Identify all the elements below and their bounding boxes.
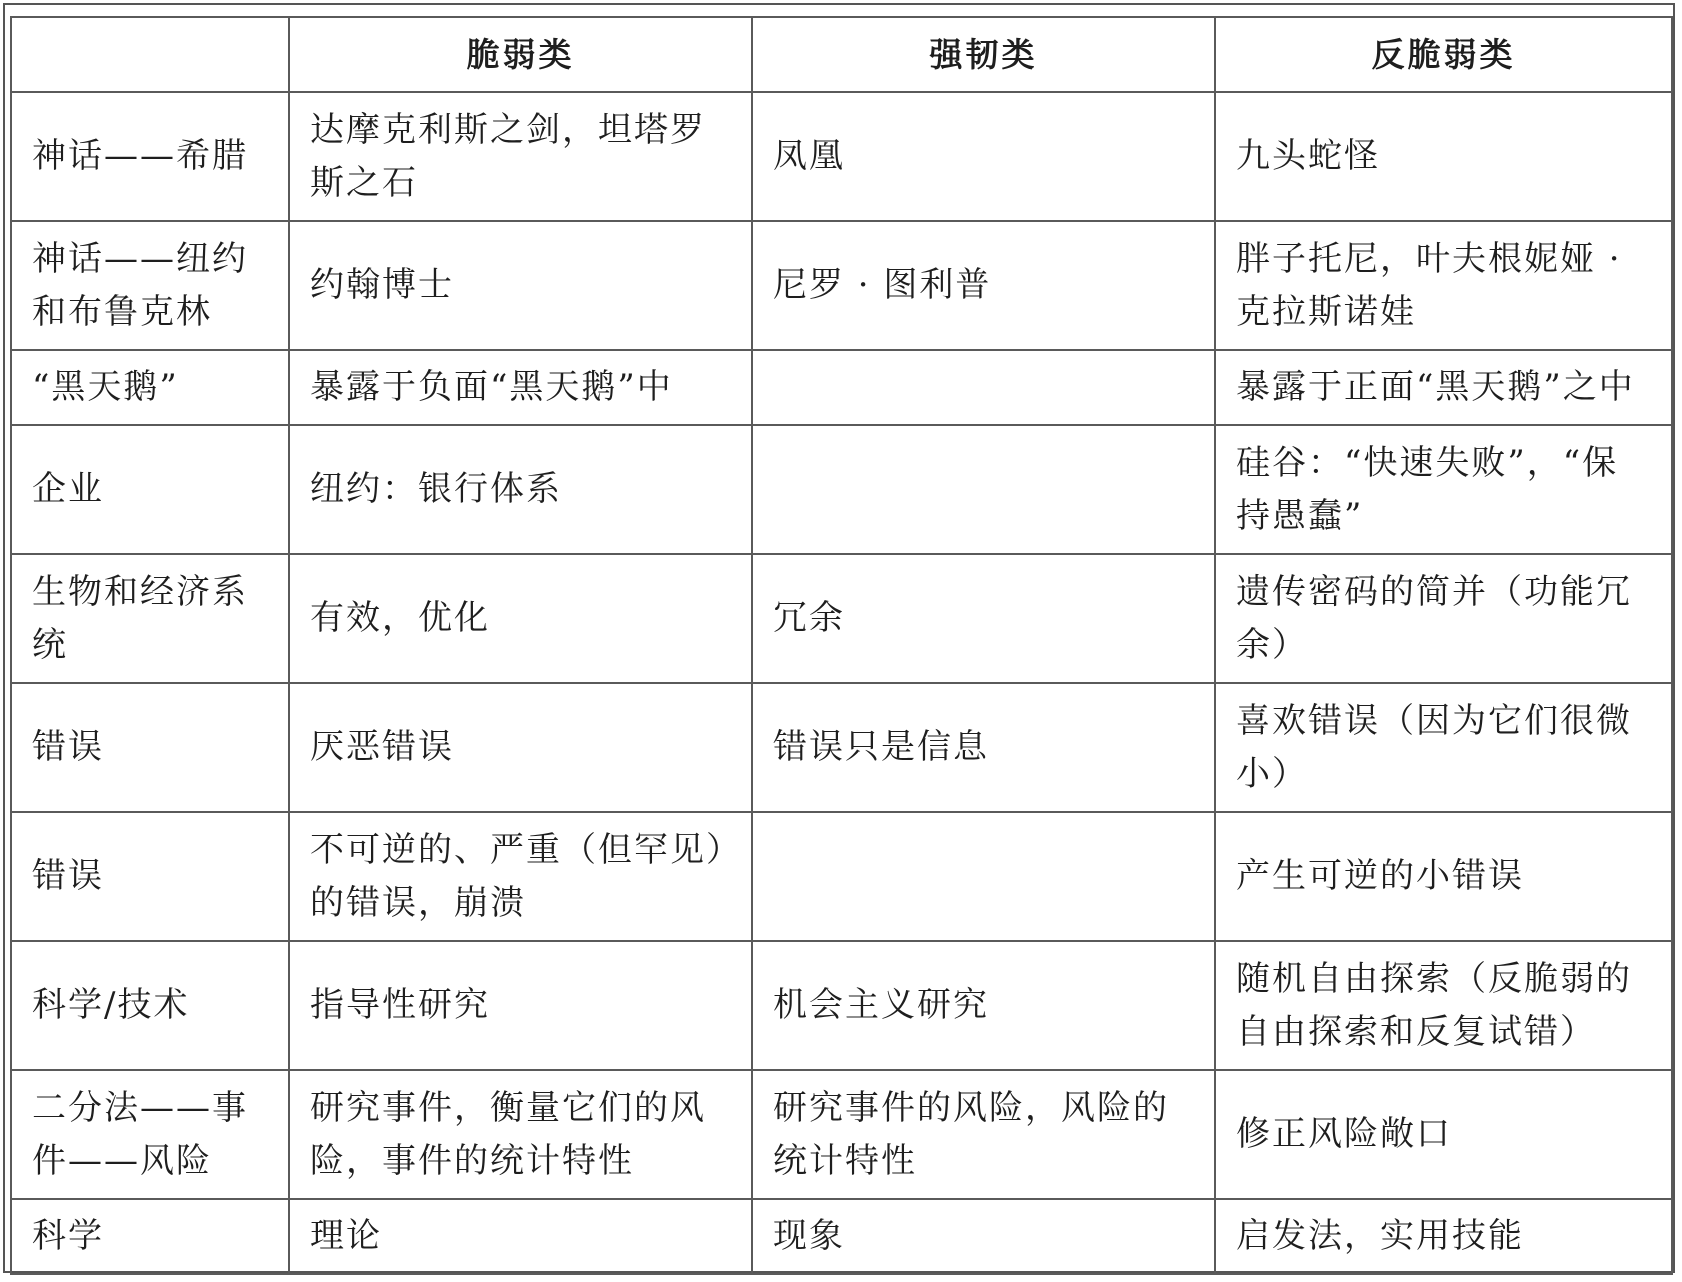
antifragile-cell: 暴露于正面“黑天鹅”之中 bbox=[1215, 350, 1672, 425]
antifragile-cell: 修正风险敞口 bbox=[1215, 1070, 1672, 1199]
robust-cell: 尼罗 · 图利普 bbox=[752, 221, 1215, 350]
antifragile-cell: 随机自由探索（反脆弱的自由探索和反复试错） bbox=[1215, 941, 1672, 1070]
header-cell-fragile: 脆弱类 bbox=[289, 17, 752, 92]
antifragile-cell: 产生可逆的小错误 bbox=[1215, 812, 1672, 941]
table-row bbox=[11, 941, 1672, 1070]
fragile-cell: 不可逆的、严重（但罕见）的错误，崩溃 bbox=[289, 812, 752, 941]
antifragile-cell: 遗传密码的简并（功能冗余） bbox=[1215, 554, 1672, 683]
robust-cell bbox=[752, 812, 1215, 941]
robust-cell bbox=[752, 350, 1215, 425]
table-row bbox=[11, 554, 1672, 683]
row-domain-cell: 二分法——事件——风险 bbox=[11, 1070, 289, 1199]
table-row bbox=[11, 812, 1672, 941]
antifragile-cell: 九头蛇怪 bbox=[1215, 92, 1672, 221]
robust-cell: 冗余 bbox=[752, 554, 1215, 683]
robust-cell: 机会主义研究 bbox=[752, 941, 1215, 1070]
antifragile-cell: 启发法，实用技能 bbox=[1215, 1199, 1672, 1274]
header-cell-domain bbox=[11, 17, 289, 92]
robust-cell bbox=[752, 425, 1215, 554]
antifragile-cell: 硅谷：“快速失败”，“保持愚蠢” bbox=[1215, 425, 1672, 554]
antifragile-cell: 喜欢错误（因为它们很微小） bbox=[1215, 683, 1672, 812]
table-row bbox=[11, 1070, 1672, 1199]
table-row bbox=[11, 425, 1672, 554]
table-row bbox=[11, 1199, 1672, 1274]
table-row bbox=[11, 350, 1672, 425]
row-domain-cell: 科学 bbox=[11, 1199, 289, 1274]
row-domain-cell: 错误 bbox=[11, 683, 289, 812]
header-cell-antifragile: 反脆弱类 bbox=[1215, 17, 1672, 92]
robust-cell: 现象 bbox=[752, 1199, 1215, 1274]
fragile-cell: 达摩克利斯之剑，坦塔罗斯之石 bbox=[289, 92, 752, 221]
row-domain-cell: 科学/技术 bbox=[11, 941, 289, 1070]
fragile-cell: 纽约：银行体系 bbox=[289, 425, 752, 554]
antifragile-cell: 胖子托尼，叶夫根妮娅 · 克拉斯诺娃 bbox=[1215, 221, 1672, 350]
fragile-cell: 约翰博士 bbox=[289, 221, 752, 350]
row-domain-cell: 生物和经济系统 bbox=[11, 554, 289, 683]
header-cell-robust: 强韧类 bbox=[752, 17, 1215, 92]
robust-cell: 错误只是信息 bbox=[752, 683, 1215, 812]
fragile-cell: 理论 bbox=[289, 1199, 752, 1274]
row-domain-cell: 错误 bbox=[11, 812, 289, 941]
fragile-cell: 有效，优化 bbox=[289, 554, 752, 683]
table-row bbox=[11, 221, 1672, 350]
row-domain-cell: “黑天鹅” bbox=[11, 350, 289, 425]
robust-cell: 研究事件的风险，风险的统计特性 bbox=[752, 1070, 1215, 1199]
comparison-table bbox=[10, 16, 1673, 1275]
table-row bbox=[11, 92, 1672, 221]
robust-cell: 凤凰 bbox=[752, 92, 1215, 221]
fragile-cell: 指导性研究 bbox=[289, 941, 752, 1070]
table-row bbox=[11, 683, 1672, 812]
fragile-cell: 暴露于负面“黑天鹅”中 bbox=[289, 350, 752, 425]
row-domain-cell: 企业 bbox=[11, 425, 289, 554]
fragile-cell: 研究事件，衡量它们的风险，事件的统计特性 bbox=[289, 1070, 752, 1199]
table-header-row bbox=[11, 17, 1672, 92]
row-domain-cell: 神话——希腊 bbox=[11, 92, 289, 221]
row-domain-cell: 神话——纽约和布鲁克林 bbox=[11, 221, 289, 350]
fragile-cell: 厌恶错误 bbox=[289, 683, 752, 812]
